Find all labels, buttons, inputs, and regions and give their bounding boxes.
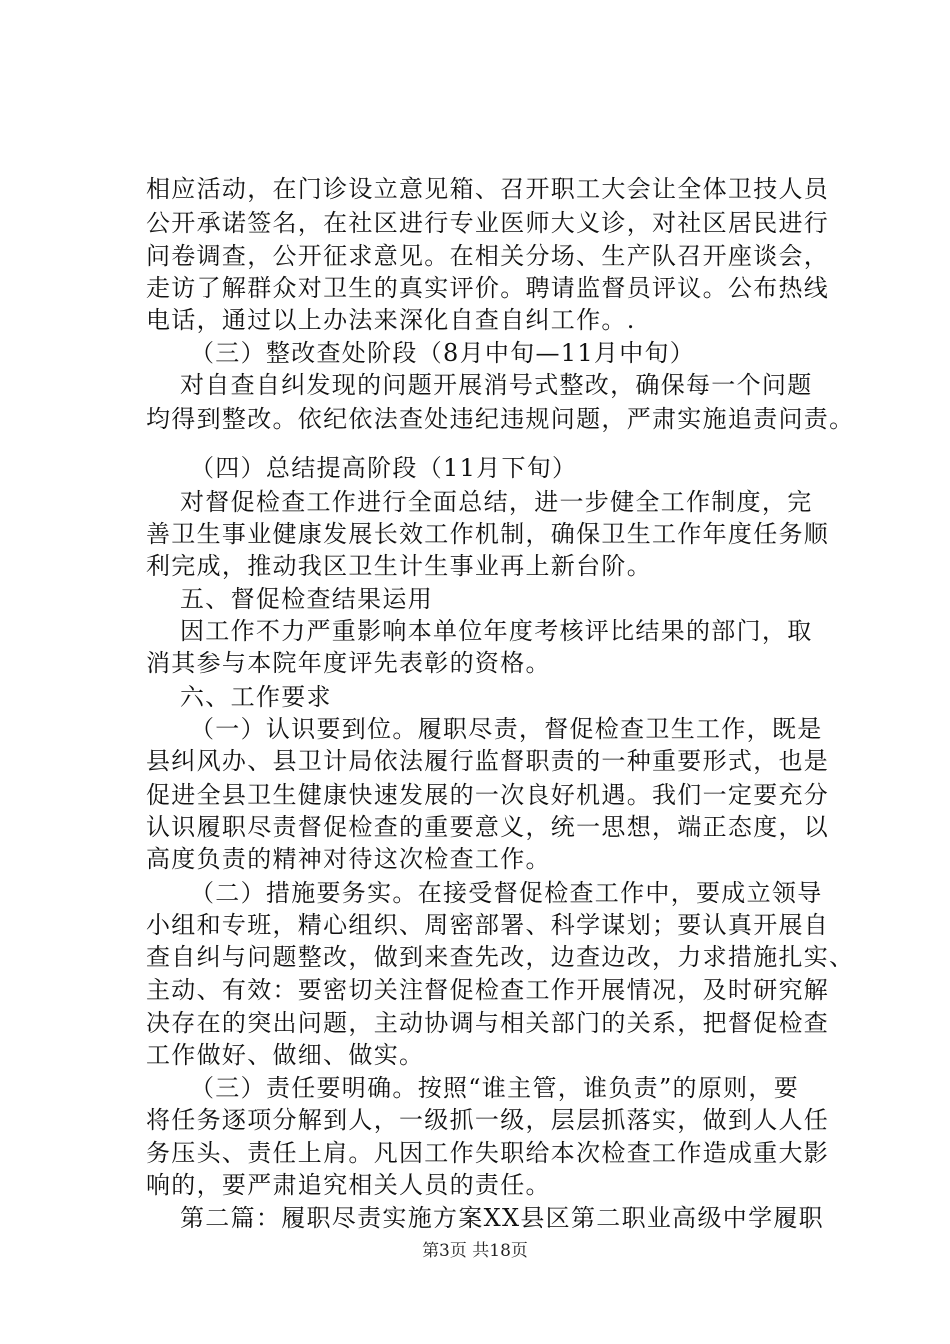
text-line: 主动、有效：要密切关注督促检查工作开展情况，及时研究解 [146,976,830,1004]
text-line: 小组和专班，精心组织、周密部署、科学谋划；要认真开展自 [146,911,830,939]
text-line: 查自纠与问题整改，做到来查先改，边查边改，力求措施扎实、 [146,943,855,971]
section-heading: 五、督促检查结果运用 [180,585,433,613]
text-line: 将任务逐项分解到人，一级抓一级，层层抓落实，做到人人任 [146,1106,830,1134]
text-line: 工作做好、做细、做实。 [146,1041,425,1069]
text-line: 响的，要严肃追究相关人员的责任。 [146,1171,551,1199]
text-line: 因工作不力严重影响本单位年度考核评比结果的部门，取 [180,617,813,645]
text-line: 务压头、责任上肩。凡因工作失职给本次检查工作造成重大影 [146,1139,830,1167]
text-line: 认识履职尽责督促检查的重要意义，统一思想，端正态度，以 [146,813,830,841]
text-line: 对督促检查工作进行全面总结，进一步健全工作制度，完 [180,488,813,516]
text-line: 利完成，推动我区卫生计生事业再上新台阶。 [146,552,652,580]
text-line: 善卫生事业健康发展长效工作机制，确保卫生工作年度任务顺 [146,520,830,548]
text-line: 决存在的突出问题，主动协调与相关部门的关系，把督促检查 [146,1009,830,1037]
section-heading: （四）总结提高阶段（11月下旬） [190,454,578,482]
text-line: 县纠风办、县卫计局依法履行监督职责的一种重要形式，也是 [146,747,830,775]
text-line: 相应活动，在门诊设立意见箱、召开职工大会让全体卫技人员 [146,175,830,203]
text-line: 电话，通过以上办法来深化自查自纠工作。. [146,306,636,334]
text-line: 对自查自纠发现的问题开展消号式整改，确保每一个问题 [180,371,813,399]
text-line: 公开承诺签名，在社区进行专业医师大义诊，对社区居民进行 [146,209,830,237]
text-line: 走访了解群众对卫生的真实评价。聘请监督员评议。公布热线 [146,274,830,302]
section-heading: 六、工作要求 [180,683,332,711]
text-line: 问卷调查，公开征求意见。在相关分场、生产队召开座谈会， [146,242,830,270]
text-line: 高度负责的精神对待这次检查工作。 [146,845,551,873]
section-heading: （三）整改查处阶段（8月中旬—11月中旬） [190,339,696,367]
text-line: （二）措施要务实。在接受督促检查工作中，要成立领导 [190,879,823,907]
text-line: 均得到整改。依纪依法查处违纪违规问题，严肃实施追责问责。 [146,405,855,433]
text-line: 促进全县卫生健康快速发展的一次良好机遇。我们一定要充分 [146,781,830,809]
text-line: （三）责任要明确。按照“谁主管，谁负责”的原则，要 [190,1074,800,1102]
page-number-footer: 第3页 共18页 [422,1241,528,1261]
text-line: 第二篇：履职尽责实施方案XX县区第二职业高级中学履职 [180,1204,824,1232]
text-line: （一）认识要到位。履职尽责，督促检查卫生工作，既是 [190,715,823,743]
text-line: 消其参与本院年度评先表彰的资格。 [146,649,551,677]
